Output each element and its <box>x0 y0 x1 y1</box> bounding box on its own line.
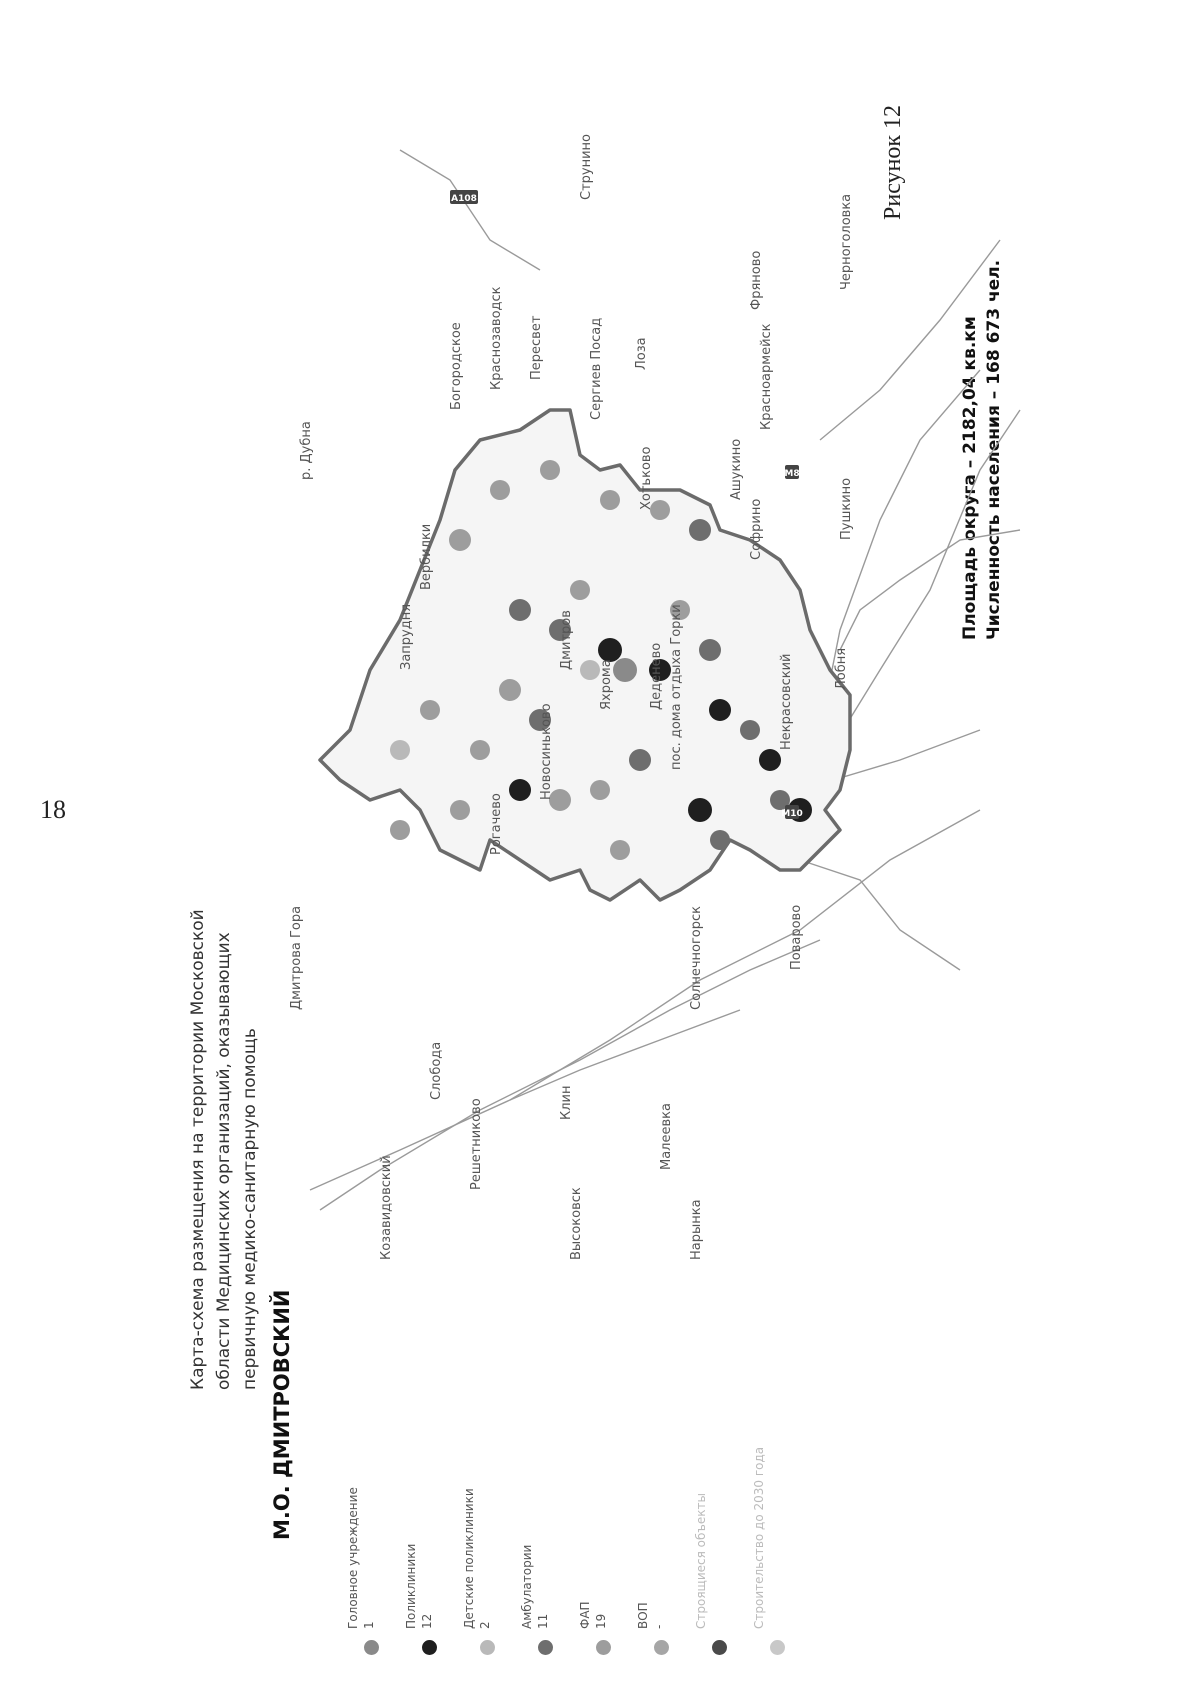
place-label: Деденево <box>649 642 664 710</box>
polyclinic-point <box>509 779 531 801</box>
place-label: Черноголовка <box>839 193 854 290</box>
fap-point <box>600 490 620 510</box>
place-label: Лоза <box>634 337 649 370</box>
area-stat: Площадь округа – 2182,04 кв.км <box>960 316 980 640</box>
place-label: Некрасовский <box>779 653 794 750</box>
legend-label: ФАП <box>578 1601 592 1629</box>
fap-point <box>499 679 521 701</box>
legend-dot <box>364 1640 379 1655</box>
place-label: Красноармейск <box>759 323 774 430</box>
place-label: Малеевка <box>659 1103 674 1170</box>
figure-label: Рисунок 12 <box>880 104 906 220</box>
population-stat: Численность населения – 168 673 чел. <box>984 259 1004 640</box>
place-label: Пушкино <box>839 477 854 540</box>
legend-count: - <box>652 1624 666 1629</box>
legend-count: 2 <box>478 1621 492 1629</box>
map-title-line: первичную медико-санитарную помощь <box>240 1028 260 1390</box>
route-badge-label: М8 <box>784 469 800 479</box>
place-label: Струнино <box>579 134 594 200</box>
legend-count: 1 <box>362 1621 376 1629</box>
place-label: Дмитрова Гора <box>289 905 304 1010</box>
place-label: Яхрома <box>599 659 614 710</box>
map-legend <box>346 1446 820 1655</box>
place-label: Лобня <box>834 647 849 690</box>
route-badge-label: М10 <box>781 809 803 819</box>
page-number: 18 <box>40 795 66 824</box>
place-label: Высоковск <box>569 1187 584 1260</box>
legend-item <box>520 1485 570 1655</box>
road <box>800 860 960 970</box>
place-label: Дмитров <box>559 610 574 670</box>
route-badge-label: А108 <box>451 194 477 204</box>
place-label: Богородское <box>449 322 464 410</box>
legend-item <box>346 1485 396 1655</box>
place-label: Запрудня <box>399 603 414 670</box>
place-label: Новосиньково <box>539 703 554 800</box>
fap-point <box>490 480 510 500</box>
fap-point <box>590 780 610 800</box>
legend-dot <box>712 1640 727 1655</box>
polyclinic-point <box>598 638 622 662</box>
fap-point <box>570 580 590 600</box>
place-label: р. Дубна <box>299 421 314 480</box>
fap-point <box>540 460 560 480</box>
legend-label: Строительство до 2030 года <box>752 1446 766 1629</box>
legend-count: 19 <box>594 1613 608 1629</box>
head-facility-point <box>613 658 637 682</box>
legend-label: Строящиеся объекты <box>694 1493 708 1629</box>
legend-item <box>404 1485 454 1655</box>
ambulatory-point <box>629 749 651 771</box>
child-polyclinic-point <box>580 660 600 680</box>
legend-item <box>694 1485 744 1655</box>
fap-point <box>420 700 440 720</box>
place-label: Сергиев Посад <box>589 317 604 420</box>
place-label: Нарынка <box>689 1199 704 1260</box>
road <box>510 1010 740 1100</box>
legend-label: Детские поликлиники <box>462 1488 476 1629</box>
place-label: Вербилки <box>419 523 434 590</box>
place-label: Рогачево <box>489 793 504 855</box>
place-label: Козавидовский <box>379 1155 394 1260</box>
polyclinic-point <box>759 749 781 771</box>
legend-dot <box>480 1640 495 1655</box>
fap-point <box>450 800 470 820</box>
legend-count: 12 <box>420 1613 434 1629</box>
ambulatory-point <box>689 519 711 541</box>
place-label: Краснозаводск <box>489 286 504 390</box>
district-map <box>280 110 1030 1260</box>
child-polyclinic-point <box>390 740 410 760</box>
place-label: Клин <box>559 1085 574 1120</box>
legend-dot <box>422 1640 437 1655</box>
legend-label: Головное учреждение <box>346 1487 360 1629</box>
legend-item <box>578 1485 628 1655</box>
legend-dot <box>770 1640 785 1655</box>
legend-label: ВОП <box>636 1602 650 1629</box>
place-label: Софрино <box>749 498 764 560</box>
place-label: пос. дома отдыха Горки <box>669 604 684 770</box>
road <box>400 150 540 270</box>
legend-item <box>462 1485 512 1655</box>
map-title <box>185 909 263 1390</box>
ambulatory-point <box>699 639 721 661</box>
polyclinic-point <box>709 699 731 721</box>
place-label: Фряново <box>749 250 764 310</box>
legend-label: Поликлиники <box>404 1543 418 1629</box>
place-label: Решетниково <box>469 1098 484 1190</box>
legend-dot <box>654 1640 669 1655</box>
polyclinic-point <box>688 798 712 822</box>
legend-dot <box>596 1640 611 1655</box>
ambulatory-point <box>740 720 760 740</box>
legend-count: 11 <box>536 1613 550 1629</box>
map-title-line: области Медицинских организаций, оказывающих <box>214 932 234 1390</box>
ambulatory-point <box>509 599 531 621</box>
place-label: Ашукино <box>729 438 744 500</box>
place-label: Солнечногорск <box>689 905 704 1010</box>
fap-point <box>470 740 490 760</box>
district-name: М.О. ДМИТРОВСКИЙ <box>270 1289 294 1540</box>
fap-point <box>390 820 410 840</box>
ambulatory-point <box>710 830 730 850</box>
legend-item <box>752 1446 802 1655</box>
legend-dot <box>538 1640 553 1655</box>
legend-label: Амбулатории <box>520 1544 534 1629</box>
fap-point <box>610 840 630 860</box>
place-label: Поварово <box>789 904 804 970</box>
place-label: Слобода <box>429 1041 444 1100</box>
fap-point <box>449 529 471 551</box>
place-label: Хотьково <box>639 446 654 510</box>
map-title-line: Карта-схема размещения на территории Московской <box>188 909 208 1390</box>
place-label: Пересвет <box>529 315 544 380</box>
legend-item <box>636 1485 686 1655</box>
